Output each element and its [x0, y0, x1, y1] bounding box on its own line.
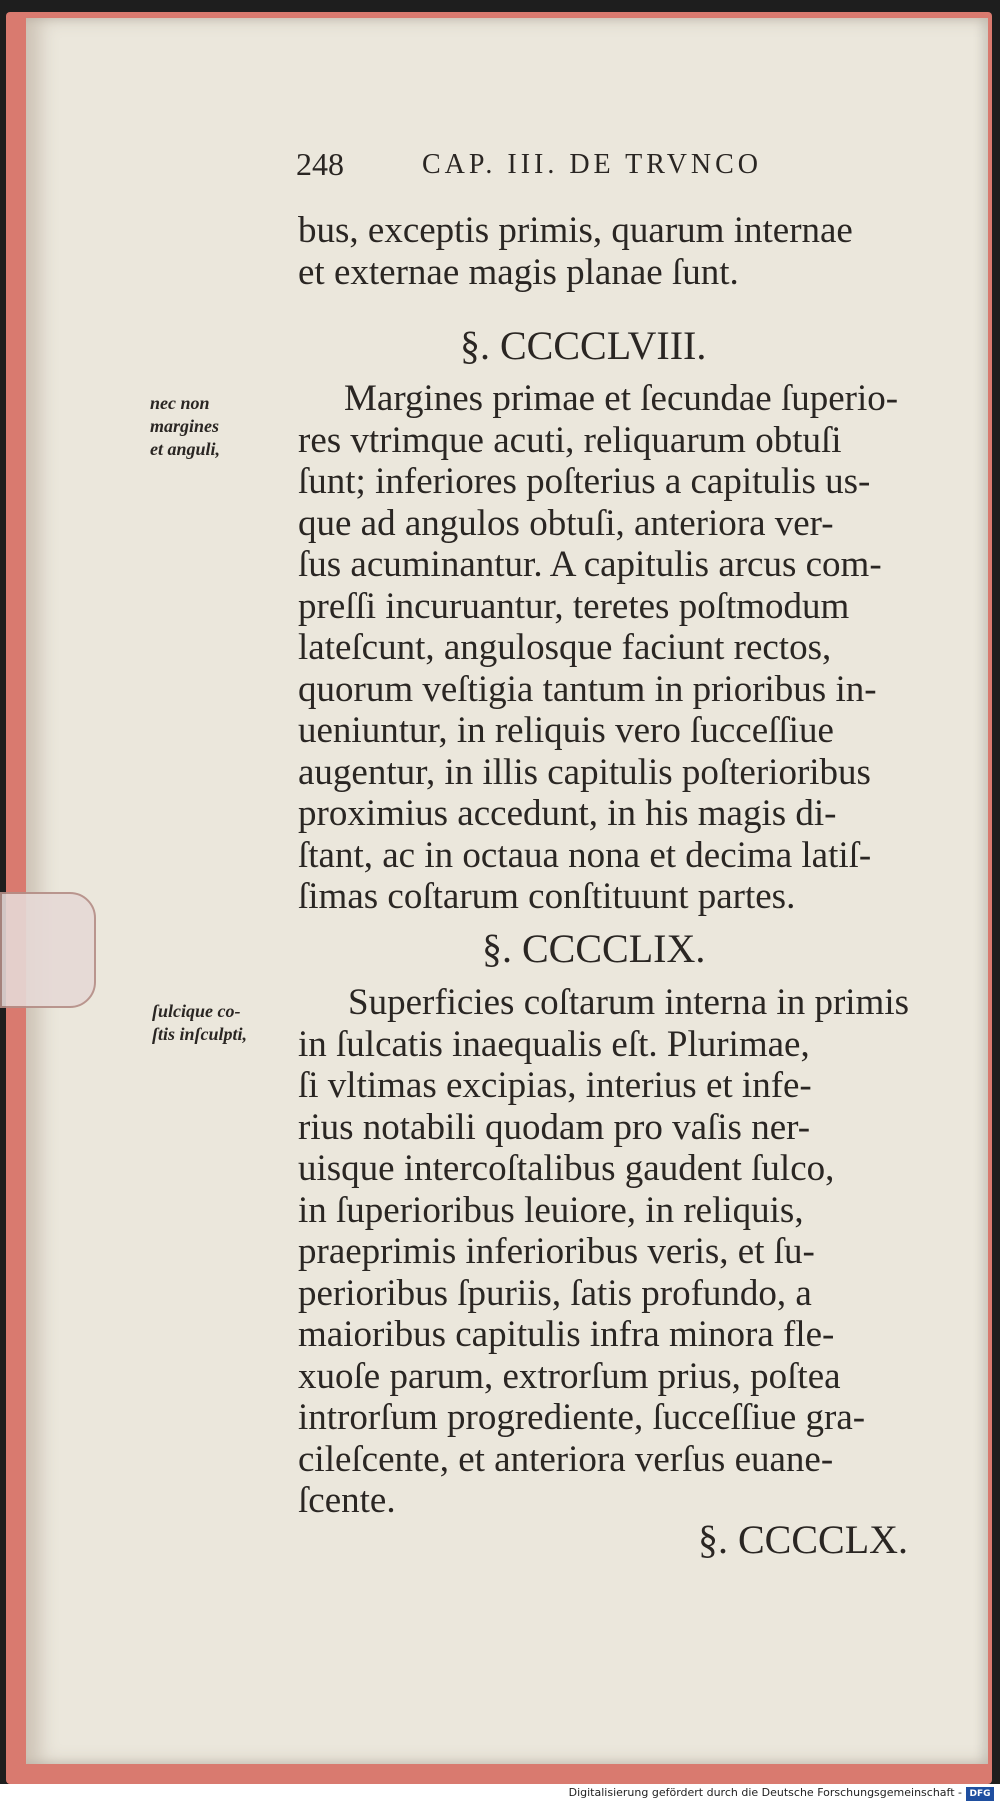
text-line: praeprimis inferioribus veris, et ſu-: [298, 1231, 815, 1272]
page-marker-tab: [0, 892, 96, 1008]
text-line: bus, exceptis primis, quarum internae: [298, 210, 853, 251]
marginal-note: [152, 1000, 247, 1046]
text-line: ſunt; inferiores poſterius a capitulis us-: [298, 461, 871, 502]
section-heading: §. CCCCLIX.: [482, 926, 706, 971]
marginal-line: nec non: [150, 393, 210, 413]
text-line: introrſum progrediente, ſucceſſiue gra-: [298, 1397, 866, 1438]
text-line: ſimas coſtarum conſtituunt partes.: [298, 876, 796, 917]
text-line: ſus acuminantur. A capitulis arcus com-: [298, 544, 882, 585]
section-heading: §. CCCCLX.: [698, 1517, 909, 1562]
text-line: ſtant, ac in octaua nona et decima latiſ-: [298, 834, 872, 876]
text-line: uisque intercoſtalibus gaudent ſulco,: [298, 1148, 835, 1189]
text-line: lateſcunt, angulosque faciunt rectos,: [298, 627, 832, 668]
text-line: in ſulcatis inaequalis eſt. Plurimae,: [298, 1023, 810, 1065]
text-line: in ſuperioribus leuiore, in reliquis,: [298, 1189, 804, 1231]
chapter-caption: CAP. III. DE TRVNCO: [422, 149, 763, 180]
paragraph-section-459: [298, 982, 938, 1522]
text-line: maioribus capitulis infra minora fle-: [298, 1314, 835, 1355]
text-line: perioribus ſpuriis, ſatis profundo, a: [298, 1272, 812, 1314]
section-heading: §. CCCCLVIII.: [460, 323, 707, 368]
marginal-line: margines: [150, 416, 220, 436]
page-number: 248: [296, 146, 344, 182]
dfg-logo: DFG: [966, 1787, 994, 1801]
marginal-note: [150, 392, 220, 461]
digitization-credit: Digitalisierung gefördert durch die Deutsche Forschungsgemeinschaft -: [568, 1786, 962, 1799]
text-line: proximius accedunt, in his magis di-: [298, 793, 837, 834]
text-line: cileſcente, et anteriora verſus euane-: [298, 1438, 834, 1480]
text-line: quorum veſtigia tantum in prioribus in-: [298, 668, 877, 710]
marginal-line: ſulcique co-: [152, 1001, 241, 1021]
text-line: rius notabili quodam pro vaſis ner-: [298, 1106, 811, 1148]
text-line: xuoſe parum, extrorſum prius, poſtea: [298, 1355, 841, 1397]
text-line: Margines primae et ſecundae ſuperio-: [344, 378, 899, 419]
text-line: preſſi incuruantur, teretes poſtmodum: [298, 585, 850, 627]
text-line: Superficies coſtarum interna in primis: [348, 982, 910, 1023]
text-line: ſi vltimas excipias, interius et infe-: [298, 1065, 812, 1106]
text-line: que ad angulos obtuſi, anteriora ver-: [298, 502, 834, 544]
paragraph-continuation: [298, 210, 938, 293]
running-head: [296, 146, 936, 186]
text-line: ſcente.: [298, 1480, 396, 1521]
text-line: augentur, in illis capitulis poſterioribus: [298, 751, 871, 793]
marginal-line: et anguli,: [150, 439, 221, 459]
text-line: res vtrimque acuti, reliquarum obtuſi: [298, 419, 842, 461]
marginal-line: ſtis inſculpti,: [152, 1024, 248, 1044]
text-line: et externae magis planae ſunt.: [298, 251, 739, 293]
paragraph-section-458: [298, 378, 938, 918]
text-line: ueniuntur, in reliquis vero ſucceſſiue: [298, 710, 834, 751]
